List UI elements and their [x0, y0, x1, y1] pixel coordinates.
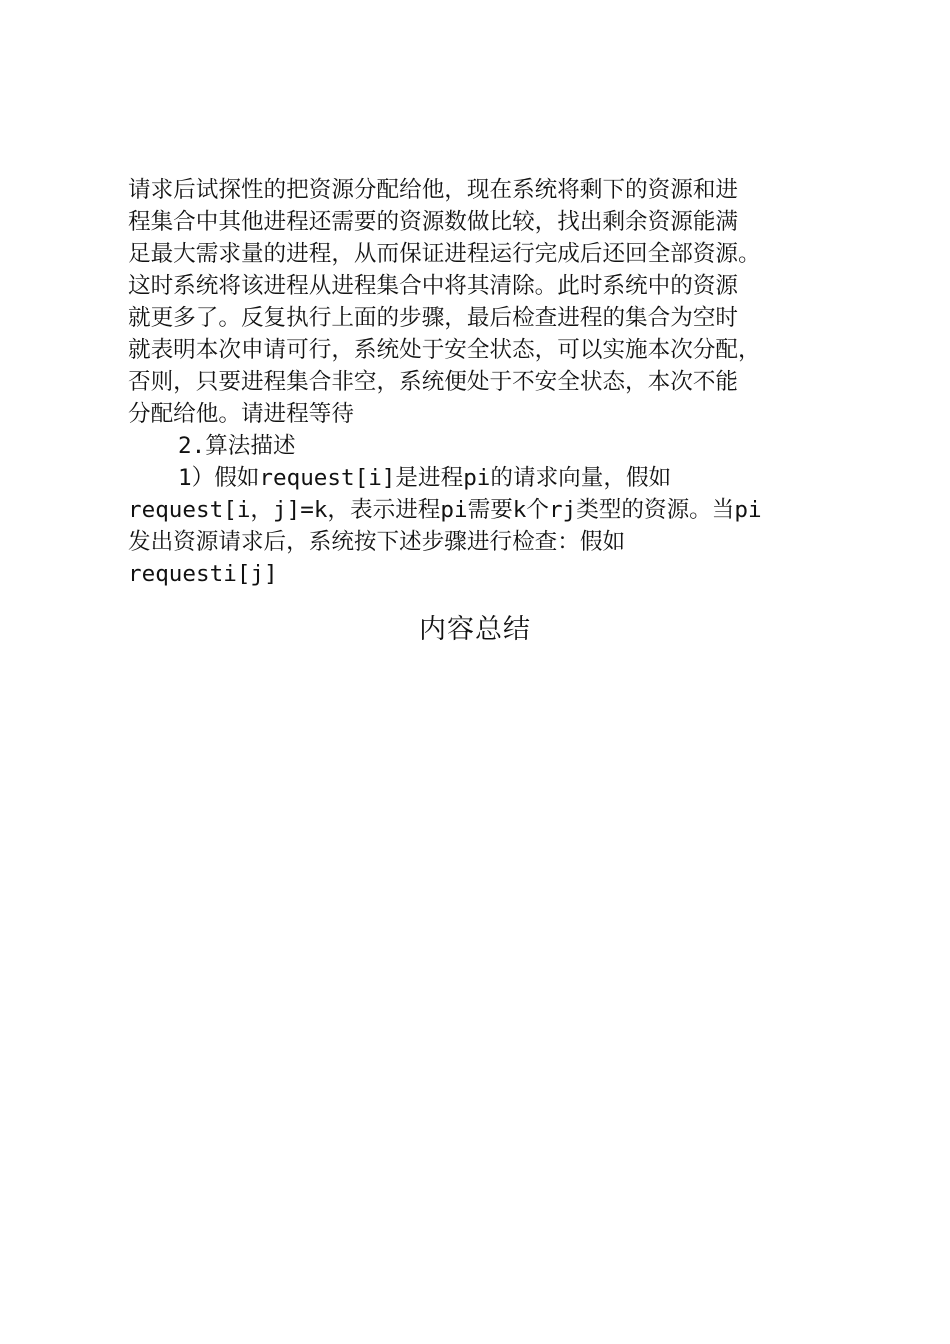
step-line: 发出资源请求后，系统按下述步骤进行检查：假如 [128, 529, 626, 555]
step-line: requesti[j] [128, 561, 278, 587]
summary-title: 内容总结 [419, 614, 531, 645]
paragraph-line: 足最大需求量的进程，从而保证进程运行完成后还回全部资源。 [128, 241, 761, 267]
paragraph-line: 这时系统将该进程从进程集合中将其清除。此时系统中的资源 [128, 273, 739, 299]
paragraph-line: 否则，只要进程集合非空，系统便处于不安全状态，本次不能 [128, 369, 739, 395]
paragraph-line: 就更多了。反复执行上面的步骤，最后检查进程的集合为空时 [128, 305, 739, 331]
section-heading: 2.算法描述 [178, 433, 296, 459]
paragraph-line: 分配给他。请进程等待 [128, 401, 354, 427]
paragraph-line: 请求后试探性的把资源分配给他，现在系统将剩下的资源和进 [128, 177, 739, 203]
step-line: 1）假如request[i]是进程pi的请求向量，假如 [178, 465, 672, 491]
paragraph-line: 程集合中其他进程还需要的资源数做比较，找出剩余资源能满 [128, 209, 739, 235]
paragraph-line: 就表明本次申请可行，系统处于安全状态，可以实施本次分配， [128, 337, 761, 363]
step-line: request[i，j]=k，表示进程pi需要k个rj类型的资源。当pi [128, 497, 762, 523]
document-body [128, 174, 834, 590]
